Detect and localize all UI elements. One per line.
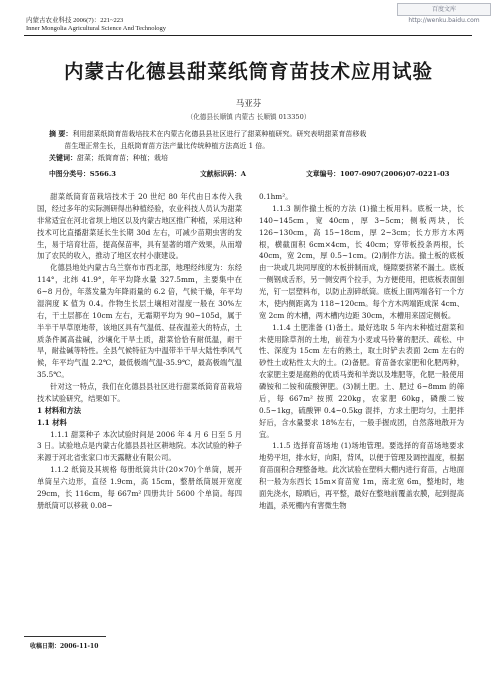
body-paragraph: 1.1.2 纸筒及其规格 每册纸筒共计(20×70)个单筒，展开单筒呈六边形，直径 1.9cm，高 15cm，整册纸筒展开宽度 29cm，长 116cm，每 667m² 四册共计 5600 个单筒。每四册纸筒可以移栽 0.08~ [37,465,242,510]
body-paragraph: 1.1.4 土肥准备 (1)备土。最好选取 5 年内未种植过甜菜和未使用除草剂的土地，前茬为小麦或马铃薯的肥沃、疏松、中性、深度为 15cm 左右的熟土，取土时铲去表面 2cm 左右的砂性土或粘性太大的土。(2)备肥。育苗备农家肥和化肥两种，农家肥主要是腐熟的优质马粪和羊粪以及堆肥等，化肥一般使用磷铵和二铵和硫酸钾肥。(3)制土肥。土、肥过 6~8mm 的筛后，每 667m² 按照 220kg，农家肥 60kg，磷酸二铵 0.5~1kg，硫酸钾 0.4~0.5kg 混拌，方求土肥均匀，土肥拌好后，含水量要求 18%左右，一般手握成团，自然落地散开为宜。 [259,322,464,439]
abstract-block [49,128,451,165]
body-paragraph: 针对这一特点，我们在化德县县社区进行甜菜纸筒育苗栽培技术试验研究，结果如下。 [37,382,242,403]
footnote-rule [24,636,106,637]
received-date: 收稿日期：2006-11-10 [30,643,99,650]
body-paragraph: 1.1.1 甜菜种子 本次试验时间是 2006 年 4 月 6 日至 5 月 3 日。试验地点是内蒙古化德县县社区耕地院。本次试验的种子来源于河北省张家口市天露糖业有限公司。 [37,429,242,463]
watermark-badge[interactable]: 百度文库 http://wenku.baidu.com [397,3,491,16]
body-paragraph: 甜菜纸筒育苗栽培技术于 20 世纪 80 年代由日本传入我国，经过多年的实际测研得出种植经验，农业科技人员认为甜菜非常适宜在河北省坝上地区以及内蒙古地区推广种植，采用这种技术可比直播甜菜延长生长期 30d 左右，可减少苗期虫害的发生，易于培育壮苗，提高保苗率，具有显著的增产效果，从而增加了农民的收入，推动了地区农村小康建设。 [37,192,242,261]
body-paragraph: 1.1.5 选择育苗场地 (1)场地管理。要选择的育苗场地要求地势平坦，排水好，向阳，背风，以便于管理及调控温度，根据育苗面积合理整备地。此次试验在塑料大棚内进行育苗，占地面积一般为东西长 15m×育苗宽 1m，南北宽 6m，整地时，地面先浇水，晾晒后，再平整，最好在整地前覆盖农膜，起到提高地温，杀死棚内有害微生物 [259,441,464,510]
article-number: 文章编号：1007-0907(2006)07-0221-03 [306,170,450,178]
page-title: 内蒙古化德县甜菜纸筒育苗技术应用试验 [63,60,433,83]
clc-number: 中图分类号：S566.3 [49,170,116,178]
keywords-label: 关键词： [49,153,77,163]
document-code: 文献标识码：A [200,170,247,178]
abstract-label: 摘 要： [49,129,73,138]
right-column [259,191,464,512]
journal-name-en: Inner Mongolia Agricultural Science And Technology [26,25,167,32]
keywords-text: 甜菜；纸筒育苗；种植；栽培 [77,154,168,163]
section-heading: 1.1 材料 [37,417,67,427]
abstract-line-2: 苗生理正常生长，且纸筒育苗方法产量比传统种植方法高近 1 倍。 [64,141,270,150]
body-paragraph: 化德县地处内蒙古乌兰察布市西北部，地理经纬度为：东经 114°，北纬 41.9°，年平均降水量 327.5mm，主要集中在 6~8 月份，年蒸发量为年降雨量的 6.2 倍，气候干燥，年平均湿润度 K 值为 0.4。作物生长层土壤相对湿度一般在 30%左右，干土层都在 10cm 左右，无霜期平均为 90~105d，属于半半干旱草原地带，该地区具有气温低、昼夜温差大的特点，土质条件属高盐碱，沙壤化干旱土质，甜菜恰恰有耐低温，耐干旱，耐盐碱等特性。全县气候特征为中温带半干旱大陆性季风气候，年平均气温 2.2℃，最低极端气温-35.9℃，最高极端气温 35.5℃。 [37,263,242,380]
section-heading: 1 材料和方法 [37,405,82,415]
body-paragraph: 0.1hm²。 [259,192,293,201]
journal-citation: 内蒙古农业科技 2006(7)：221~223 [26,17,124,24]
header-rule [24,35,472,36]
author: 马亚芬 [235,99,262,109]
abstract-line-1: 利用甜菜纸筒育苗栽培技术在内蒙古化德县县社区进行了甜菜种植研究。研究表明甜菜育苗移栽 [72,130,367,138]
body-paragraph: 1.1.3 制作撤土板的方法 (1)撤土板用料。底板一块，长 140~145cm，宽 40cm，厚 3~5cm；侧板两块，长 126~130cm，高 15~18cm，厚 2~3cm；长方形方木两根，横截面积 6cm×4cm，长 40cm；穿带板投条两根，长 40cm，宽 2cm，厚 0.5~1cm。(2)制作方法。撤土板的底板由一块或几块同厚度的木板拼制而成，缝隙要挤紧不漏土。底板一侧钢成舌形，另一侧安两个拉手，为方便使用，把底板表面刨光，钉一层塑料布，以防止刮碎纸筒。底板上面两端各钉一个方木，使内侧距离为 118~120cm。每个方木两端距成深 4cm、宽 2cm 的木槽，两木槽内边距 30cm，木槽用来固定侧板。 [259,203,464,320]
affiliation: （化德县长顺镇 内蒙古 长顺镇 013350） [186,113,311,121]
left-column [37,191,242,512]
